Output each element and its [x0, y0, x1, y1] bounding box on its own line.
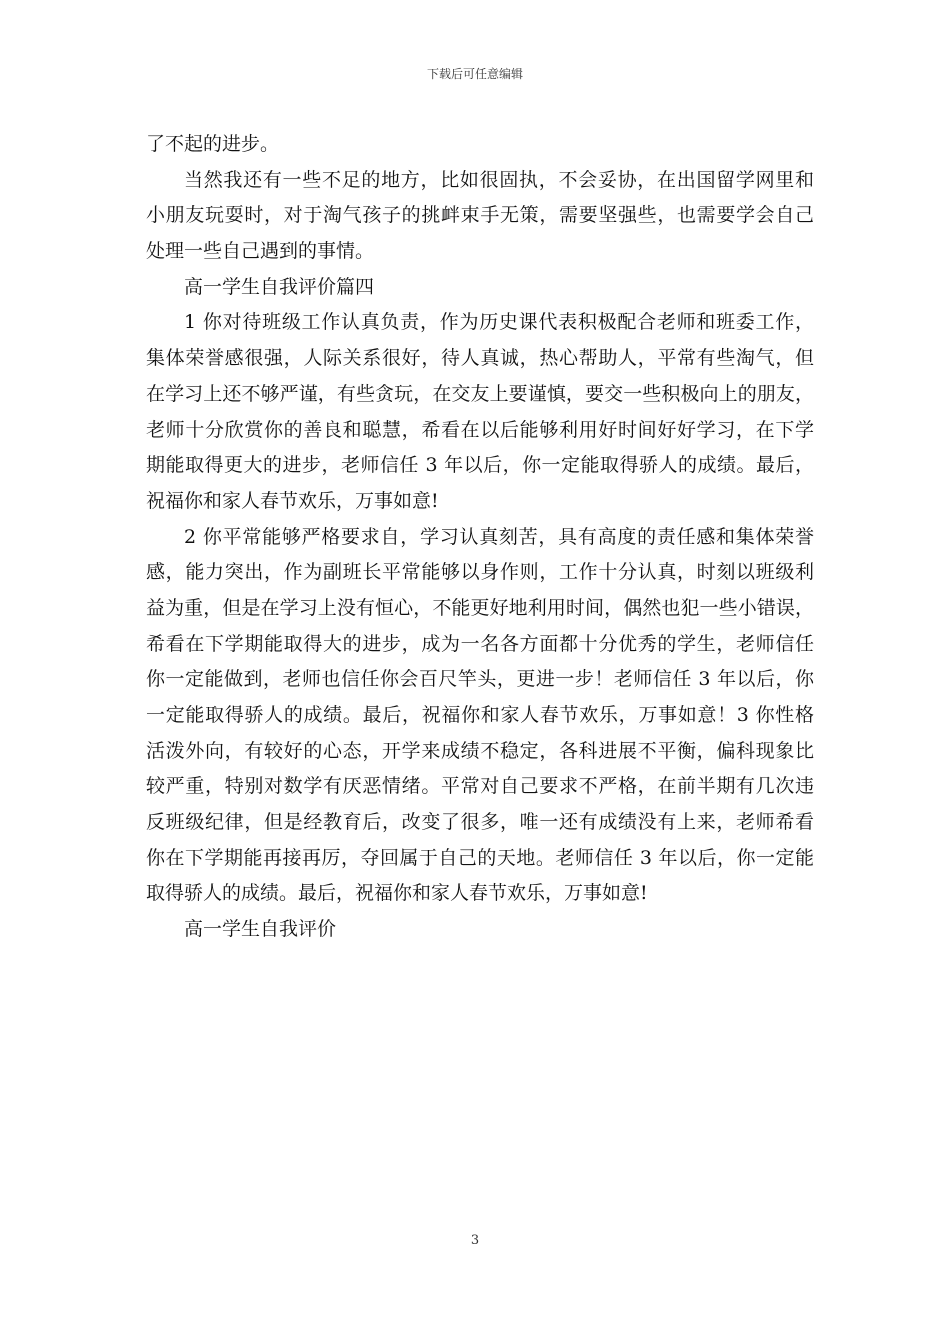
paragraph-first-line: 1 你对待班级工作认真负责，作为历史课代表积极配合老师和班委工作，	[184, 311, 814, 334]
text-line: 一定能取得骄人的成绩。最后，祝福你和家人春节欢乐，万事如意！3 你性格	[146, 704, 814, 726]
text-line: 反班级纪律，但是经教育后，改变了很多，唯一还有成绩没有上来，老师希看	[146, 811, 814, 834]
text-line: 祝福你和家人春节欢乐，万事如意!	[146, 489, 439, 512]
text-line: 取得骄人的成绩。最后，祝福你和家人春节欢乐，万事如意!	[146, 882, 648, 905]
text-line: 处理一些自己遇到的事情。	[146, 240, 375, 263]
text-line: 较严重，特别对数学有厌恶情绪。平常对自己要求不严格，在前半期有几次违	[146, 775, 814, 798]
text-line: 老师十分欣赏你的善良和聪慧，希看在以后能够利用好时间好好学习，在下学	[146, 418, 814, 441]
text-line: 在学习上还不够严谨，有些贪玩，在交友上要谨慎，要交一些积极向上的朋友，	[146, 382, 814, 405]
text-line: 希看在下学期能取得大的进步，成为一名各方面都十分优秀的学生，老师信任	[146, 632, 814, 655]
text-line: 益为重，但是在学习上没有恒心，不能更好地利用时间，偶然也犯一些小错误，	[146, 596, 814, 619]
text-line: 期能取得更大的进步，老师信任 3 年以后，你一定能取得骄人的成绩。最后，	[146, 454, 814, 477]
paragraph-first-line: 当然我还有一些不足的地方，比如很固执，不会妥协，在出国留学网里和	[184, 168, 814, 191]
text-line: 你一定能做到，老师也信任你会百尺竿头，更进一步！老师信任 3 年以后，你	[146, 668, 814, 691]
text-line: 活泼外向，有较好的心态，开学来成绩不稳定，各科进展不平衡，偏科现象比	[146, 739, 814, 762]
section-heading: 高一学生自我评价篇四	[184, 275, 375, 298]
text-line: 你在下学期能再接再厉，夺回属于自己的天地。老师信任 3 年以后，你一定能	[146, 846, 814, 869]
section-heading: 高一学生自我评价	[184, 918, 337, 941]
paragraph-first-line: 2 你平常能够严格要求自，学习认真刻苦，具有高度的责任感和集体荣誉	[184, 525, 814, 548]
page-header: 下载后可任意编辑	[426, 67, 523, 81]
page-number: 3	[470, 1233, 480, 1248]
text-line: 了不起的进步。	[146, 133, 280, 155]
text-line: 小朋友玩耍时，对于淘气孩子的挑衅束手无策，需要坚强些，也需要学会自己	[146, 204, 814, 227]
document-body	[146, 127, 814, 948]
text-line: 集体荣誉感很强，人际关系很好，待人真诚，热心帮助人，平常有些淘气，但	[146, 347, 814, 370]
text-line: 感，能力突出，作为副班长平常能够以身作则，工作十分认真，时刻以班级利	[146, 561, 814, 584]
